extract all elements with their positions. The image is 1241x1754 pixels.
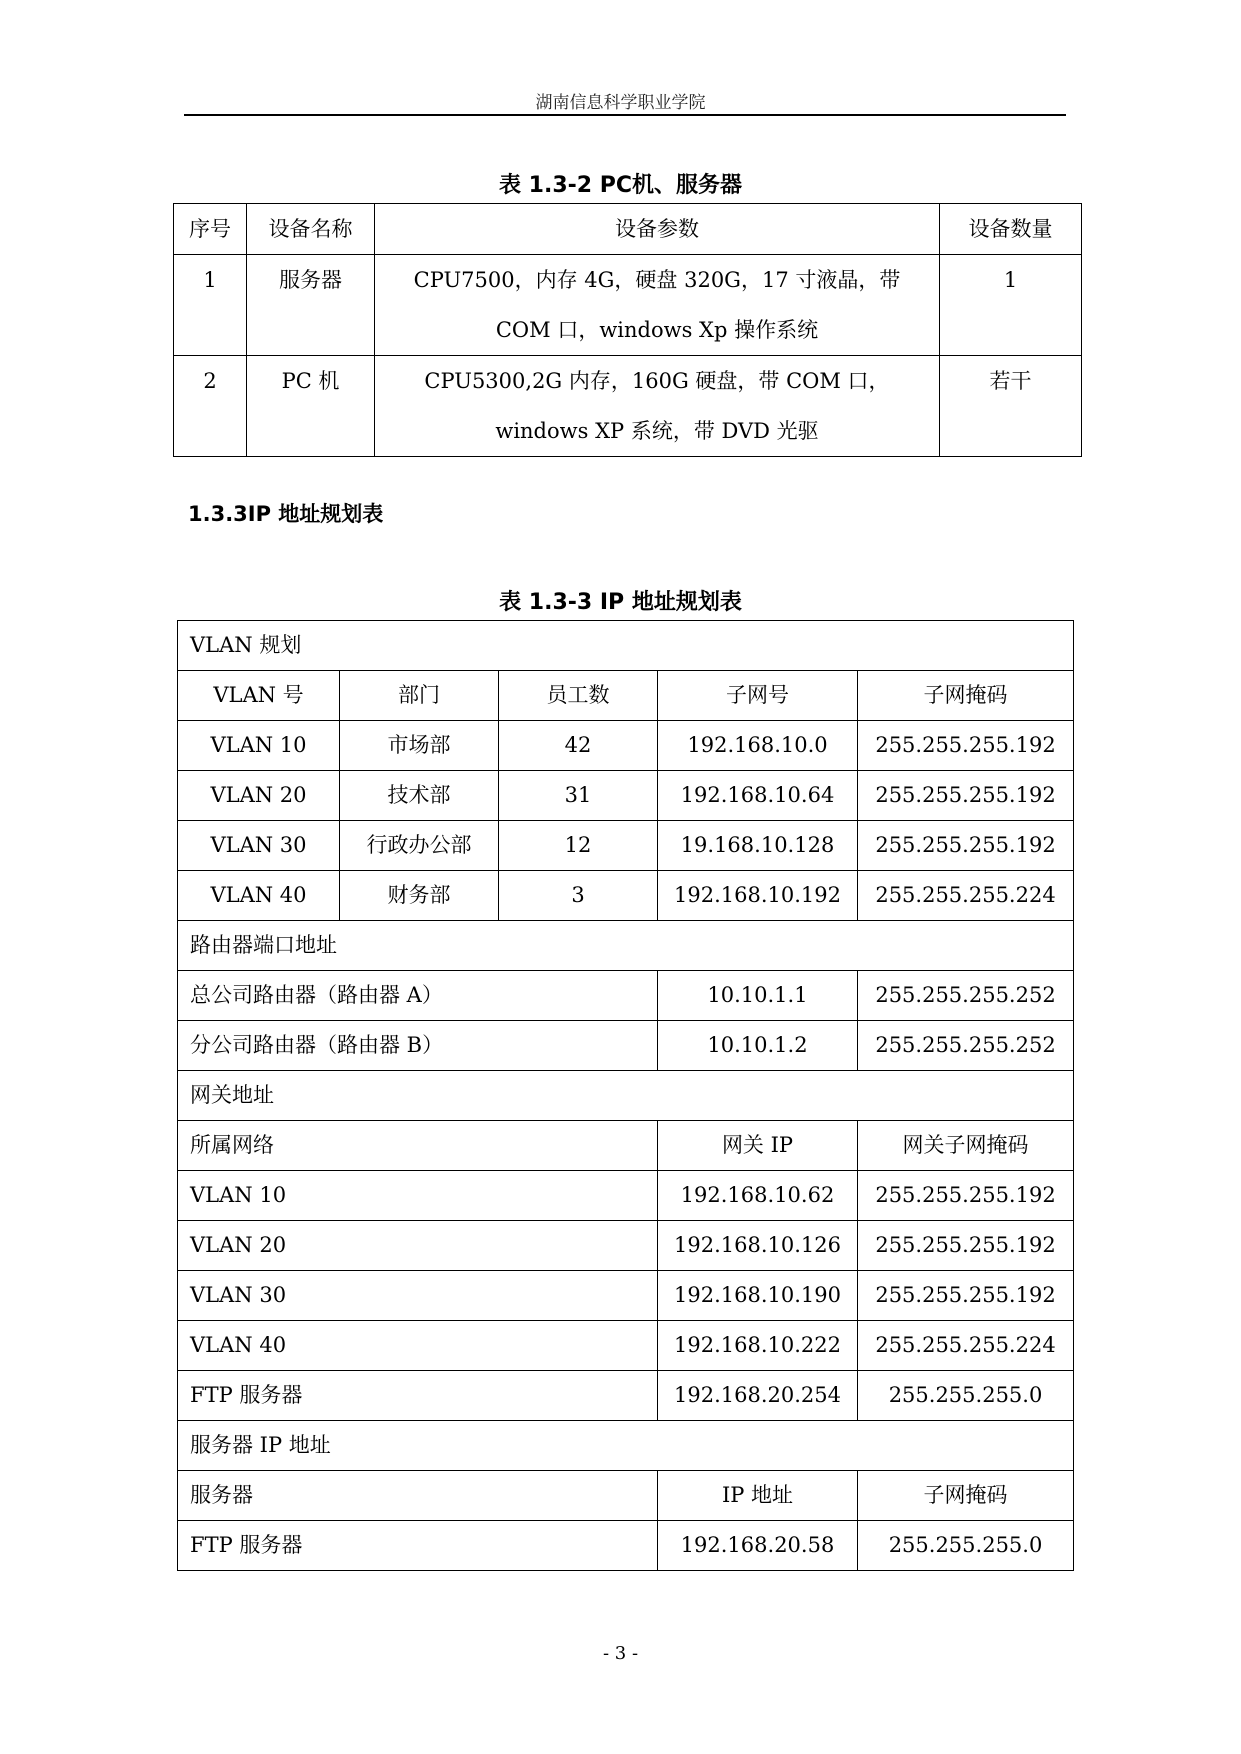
vlan-header-row <box>178 671 1074 721</box>
gateway-network: VLAN 40 <box>178 1321 658 1371</box>
page-number: - 3 - <box>602 1643 639 1664</box>
router-name: 分公司路由器（路由器 B） <box>178 1021 658 1071</box>
header-cell: VLAN 号 <box>178 671 340 721</box>
vlan-dept: 行政办公部 <box>340 821 499 871</box>
gateway-ip: 192.168.10.126 <box>658 1221 858 1271</box>
table-row <box>178 821 1074 871</box>
vlan-id: VLAN 40 <box>178 871 340 921</box>
gateway-section-label: 网关地址 <box>178 1071 1074 1121</box>
header-cell: 子网掩码 <box>858 671 1074 721</box>
gateway-ip: 192.168.20.254 <box>658 1371 858 1421</box>
gateway-mask: 255.255.255.192 <box>858 1271 1074 1321</box>
device-params <box>375 255 940 356</box>
section-row <box>178 921 1074 971</box>
table-row <box>178 971 1074 1021</box>
vlan-id: VLAN 30 <box>178 821 340 871</box>
table-row <box>174 356 1082 457</box>
vlan-id: VLAN 20 <box>178 771 340 821</box>
header-cell: 所属网络 <box>178 1121 658 1171</box>
gateway-ip: 192.168.10.190 <box>658 1271 858 1321</box>
vlan-mask: 255.255.255.224 <box>858 871 1074 921</box>
gateway-ip: 192.168.10.222 <box>658 1321 858 1371</box>
params-line: CPU7500，内存 4G，硬盘 320G，17 寸液晶，带 <box>413 268 901 292</box>
section-row <box>178 621 1074 671</box>
section-row <box>178 1071 1074 1121</box>
vlan-id: VLAN 10 <box>178 721 340 771</box>
server-ip: 192.168.20.58 <box>658 1521 858 1571</box>
device-name: PC 机 <box>247 356 375 457</box>
header-rule <box>184 114 1066 116</box>
gateway-mask: 255.255.255.0 <box>858 1371 1074 1421</box>
vlan-mask: 255.255.255.192 <box>858 771 1074 821</box>
params-line: windows XP 系统，带 DVD 光驱 <box>495 419 819 443</box>
vlan-dept: 市场部 <box>340 721 499 771</box>
table-row <box>178 771 1074 821</box>
device-qty: 1 <box>940 255 1082 356</box>
header-cell: 子网号 <box>658 671 858 721</box>
gateway-network: VLAN 10 <box>178 1171 658 1221</box>
device-params <box>375 356 940 457</box>
table-row <box>174 255 1082 356</box>
gateway-network: VLAN 20 <box>178 1221 658 1271</box>
page-header: 湖南信息科学职业学院 <box>535 93 706 113</box>
table-row <box>178 871 1074 921</box>
vlan-subnet: 19.168.10.128 <box>658 821 858 871</box>
table-row <box>178 721 1074 771</box>
header-cell: 部门 <box>340 671 499 721</box>
header-cell: IP 地址 <box>658 1471 858 1521</box>
vlan-dept: 财务部 <box>340 871 499 921</box>
gateway-ip: 192.168.10.62 <box>658 1171 858 1221</box>
header-cell: 子网掩码 <box>858 1471 1074 1521</box>
header-cell: 网关 IP <box>658 1121 858 1171</box>
router-ip: 10.10.1.1 <box>658 971 858 1021</box>
vlan-subnet: 192.168.10.0 <box>658 721 858 771</box>
server-mask: 255.255.255.0 <box>858 1521 1074 1571</box>
header-cell: 设备参数 <box>375 204 940 255</box>
device-name: 服务器 <box>247 255 375 356</box>
vlan-staff: 42 <box>499 721 658 771</box>
router-name: 总公司路由器（路由器 A） <box>178 971 658 1021</box>
table-row <box>178 1271 1074 1321</box>
gateway-mask: 255.255.255.192 <box>858 1221 1074 1271</box>
server-header-row <box>178 1471 1074 1521</box>
device-table <box>173 203 1082 457</box>
gateway-header-row <box>178 1121 1074 1171</box>
vlan-staff: 31 <box>499 771 658 821</box>
section-heading: 1.3.3IP 地址规划表 <box>188 502 384 526</box>
router-mask: 255.255.255.252 <box>858 971 1074 1021</box>
header-cell: 网关子网掩码 <box>858 1121 1074 1171</box>
table-row <box>178 1321 1074 1371</box>
table-row <box>178 1171 1074 1221</box>
server-name: FTP 服务器 <box>178 1521 658 1571</box>
table2-caption: 表 1.3-3 IP 地址规划表 <box>499 590 742 615</box>
gateway-network: VLAN 30 <box>178 1271 658 1321</box>
section-row <box>178 1421 1074 1471</box>
header-cell: 服务器 <box>178 1471 658 1521</box>
vlan-section-label: VLAN 规划 <box>178 621 1074 671</box>
vlan-mask: 255.255.255.192 <box>858 721 1074 771</box>
table-row <box>178 1221 1074 1271</box>
params-line: COM 口，windows Xp 操作系统 <box>495 318 819 342</box>
table1-caption: 表 1.3-2 PC机、服务器 <box>499 173 742 198</box>
table-row <box>178 1371 1074 1421</box>
device-qty: 若干 <box>940 356 1082 457</box>
device-no: 1 <box>174 255 247 356</box>
gateway-mask: 255.255.255.192 <box>858 1171 1074 1221</box>
ip-plan-table <box>177 620 1074 1571</box>
gateway-mask: 255.255.255.224 <box>858 1321 1074 1371</box>
router-mask: 255.255.255.252 <box>858 1021 1074 1071</box>
header-cell: 序号 <box>174 204 247 255</box>
device-no: 2 <box>174 356 247 457</box>
vlan-subnet: 192.168.10.64 <box>658 771 858 821</box>
vlan-subnet: 192.168.10.192 <box>658 871 858 921</box>
header-cell: 设备名称 <box>247 204 375 255</box>
header-cell: 员工数 <box>499 671 658 721</box>
vlan-staff: 3 <box>499 871 658 921</box>
params-line: CPU5300,2G 内存，160G 硬盘，带 COM 口， <box>424 369 890 393</box>
table-row <box>178 1521 1074 1571</box>
router-section-label: 路由器端口地址 <box>178 921 1074 971</box>
table-row <box>178 1021 1074 1071</box>
gateway-network: FTP 服务器 <box>178 1371 658 1421</box>
server-section-label: 服务器 IP 地址 <box>178 1421 1074 1471</box>
router-ip: 10.10.1.2 <box>658 1021 858 1071</box>
device-table-header-row <box>174 204 1082 255</box>
vlan-mask: 255.255.255.192 <box>858 821 1074 871</box>
header-cell: 设备数量 <box>940 204 1082 255</box>
vlan-dept: 技术部 <box>340 771 499 821</box>
vlan-staff: 12 <box>499 821 658 871</box>
